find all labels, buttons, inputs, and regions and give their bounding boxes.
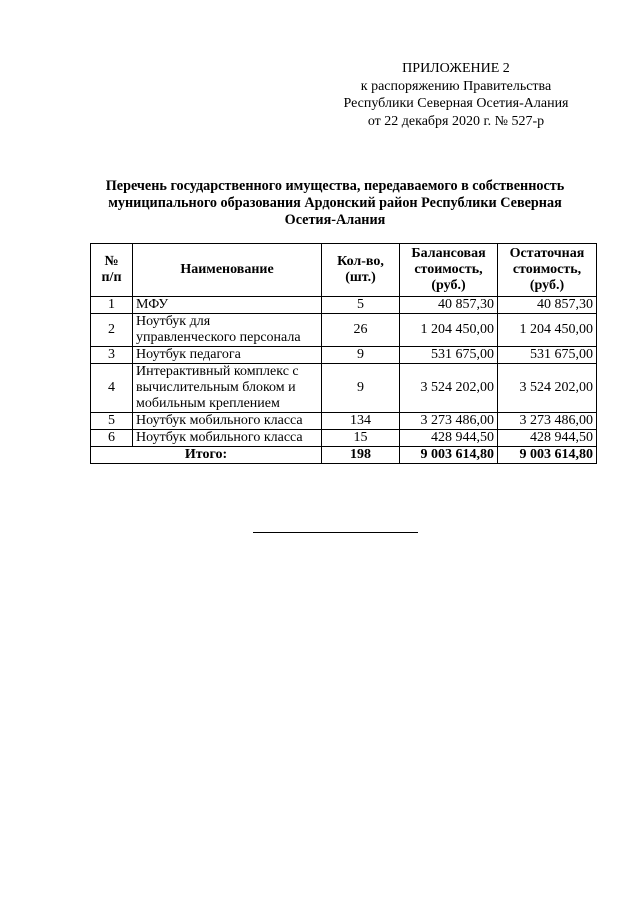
document-title-line: Перечень государственного имущества, передаваемого в собственность [105, 178, 565, 194]
row-quantity: 5 [322, 297, 400, 314]
total-label: Итого: [91, 447, 322, 464]
document-title [70, 178, 600, 229]
row-item-name-line: мобильным креплением [136, 396, 280, 411]
table-total-row [91, 447, 597, 464]
header-number [91, 244, 133, 297]
row-item-name-line: вычислительным блоком и [136, 380, 296, 395]
appendix-government: Республики Северная Осетия-Алания [343, 96, 569, 111]
header-residual-line: Остаточная [509, 246, 585, 261]
appendix-header [300, 60, 612, 130]
row-quantity: 26 [322, 314, 400, 347]
table-row [91, 297, 597, 314]
header-balance-line: (руб.) [431, 278, 466, 293]
row-quantity: 9 [322, 364, 400, 413]
row-residual-value: 531 675,00 [498, 347, 597, 364]
row-residual-value: 3 524 202,00 [498, 364, 597, 413]
header-quantity-line: (шт.) [345, 270, 376, 285]
table-body [91, 297, 597, 464]
row-item-name-line: МФУ [136, 297, 169, 312]
row-quantity: 15 [322, 430, 400, 447]
row-item-name-line: Ноутбук для [136, 314, 211, 329]
header-residual-value [498, 244, 597, 297]
row-quantity: 134 [322, 413, 400, 430]
total-residual-value: 9 003 614,80 [498, 447, 597, 464]
header-quantity-line: Кол-во, [337, 254, 384, 269]
row-quantity: 9 [322, 347, 400, 364]
total-balance-value: 9 003 614,80 [400, 447, 498, 464]
property-table [90, 243, 597, 464]
row-number: 1 [91, 297, 133, 314]
header-quantity [322, 244, 400, 297]
row-number: 6 [91, 430, 133, 447]
table-row [91, 347, 597, 364]
row-item-name [133, 430, 322, 447]
row-item-name [133, 364, 322, 413]
row-residual-value: 1 204 450,00 [498, 314, 597, 347]
row-number: 4 [91, 364, 133, 413]
header-name: Наименование [133, 244, 322, 297]
row-item-name-line: Ноутбук мобильного класса [136, 413, 303, 428]
row-item-name-line: управленческого персонала [136, 330, 301, 345]
document-title-line: Осетия-Алания [284, 212, 386, 228]
header-residual-line: (руб.) [529, 278, 565, 293]
row-balance-value: 3 273 486,00 [400, 413, 498, 430]
row-item-name [133, 347, 322, 364]
header-balance-line: стоимость, [414, 262, 483, 277]
row-number: 3 [91, 347, 133, 364]
row-item-name-line: Ноутбук мобильного класса [136, 430, 303, 445]
table-header-row [91, 244, 597, 297]
header-balance-value [400, 244, 498, 297]
row-item-name-line: Интерактивный комплекс с [136, 364, 299, 379]
header-balance-line: Балансовая [411, 246, 486, 261]
table-row [91, 430, 597, 447]
appendix-reference: к распоряжению Правительства [360, 78, 552, 94]
appendix-date-number: от 22 декабря 2020 г. № 527-р [367, 113, 545, 129]
row-residual-value: 3 273 486,00 [498, 413, 597, 430]
row-balance-value: 40 857,30 [400, 297, 498, 314]
signature-line [253, 532, 418, 533]
document-title-line: муниципального образования Ардонский район Республики Северная [108, 195, 562, 211]
total-quantity: 198 [322, 447, 400, 464]
header-residual-line: стоимость, [512, 262, 582, 277]
row-balance-value: 1 204 450,00 [400, 314, 498, 347]
table-row [91, 314, 597, 347]
row-residual-value: 428 944,50 [498, 430, 597, 447]
header-number-line: № [104, 254, 119, 269]
row-balance-value: 3 524 202,00 [400, 364, 498, 413]
row-number: 5 [91, 413, 133, 430]
row-item-name [133, 297, 322, 314]
row-item-name [133, 314, 322, 347]
appendix-number: ПРИЛОЖЕНИЕ 2 [402, 61, 510, 76]
row-balance-value: 531 675,00 [400, 347, 498, 364]
row-residual-value: 40 857,30 [498, 297, 597, 314]
row-balance-value: 428 944,50 [400, 430, 498, 447]
row-item-name-line: Ноутбук педагога [136, 347, 241, 362]
row-number: 2 [91, 314, 133, 347]
header-number-line: п/п [101, 270, 122, 285]
table-row [91, 364, 597, 413]
table-row [91, 413, 597, 430]
row-item-name [133, 413, 322, 430]
